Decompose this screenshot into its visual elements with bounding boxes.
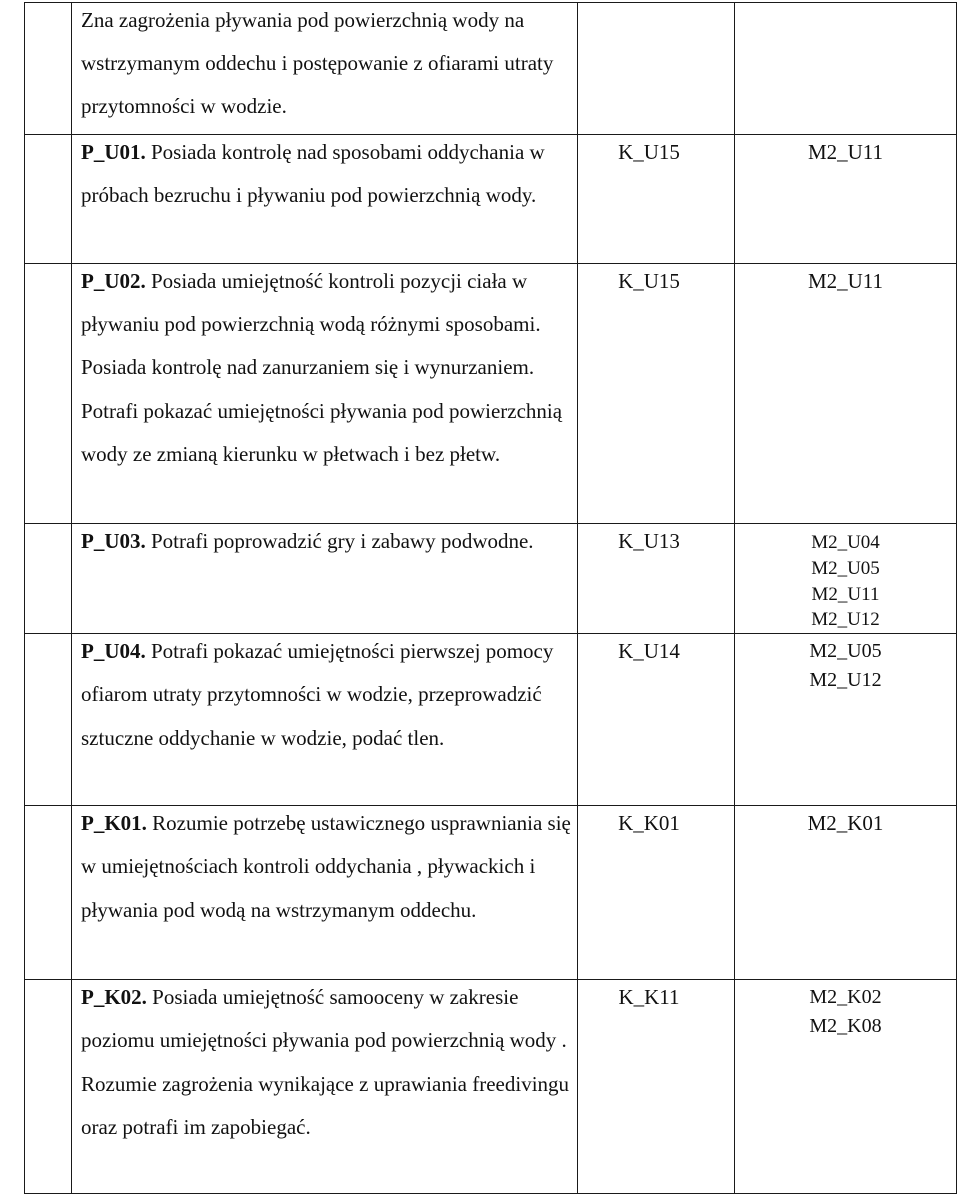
- empty-cell: [25, 980, 72, 1194]
- area-outcome: M2_K02: [809, 986, 882, 1009]
- direction-outcome-cell: [578, 264, 735, 524]
- outcome-code: P_K02.: [81, 985, 147, 1010]
- area-outcome-cell: [735, 980, 957, 1194]
- area-outcome-cell: [735, 264, 957, 524]
- area-outcome-cell: [735, 634, 957, 806]
- empty-cell: [25, 524, 72, 634]
- outcome-description-cell: [72, 3, 578, 135]
- direction-outcome: K_K01: [618, 811, 680, 836]
- outcome-text: Potrafi pokazać umiejętności pierwszej pomocy ofiarom utraty przytomności w wodzie, przeprowadzić sztuczne oddychanie w wodzie, podać tlen.: [81, 639, 554, 750]
- direction-outcome-cell: [578, 806, 735, 980]
- direction-outcome: K_U14: [618, 639, 680, 664]
- area-outcome: M2_U11: [811, 583, 880, 605]
- direction-outcome: K_U13: [618, 529, 680, 553]
- outcome-description-cell: [72, 634, 578, 806]
- outcome-text: Posiada umiejętność kontroli pozycji ciała w pływaniu pod powierzchnią wodą różnymi sposobami. Posiada kontrolę nad zanurzaniem się i wynurzaniem. Potrafi pokazać umiejętności pływania pod powierzchnią wody ze zmianą kierunku w płetwach i bez płetw.: [81, 269, 563, 466]
- table-row: [25, 806, 957, 980]
- outcome-code: P_K01.: [81, 811, 147, 836]
- direction-outcome: K_K11: [618, 985, 680, 1010]
- area-outcome: M2_U11: [807, 140, 884, 164]
- outcome-description-cell: [72, 524, 578, 634]
- area-outcome: M2_U05: [811, 557, 880, 579]
- area-outcome-cell: [735, 806, 957, 980]
- area-outcome: M2_U04: [811, 532, 880, 553]
- direction-outcome-cell: [578, 634, 735, 806]
- outcome-code: P_U04.: [81, 639, 146, 664]
- empty-cell: [25, 3, 72, 135]
- outcome-description-cell: [72, 264, 578, 524]
- outcome-code: P_U01.: [81, 140, 146, 164]
- outcome-text: Posiada umiejętność samooceny w zakresie poziomu umiejętności pływania pod powierzchnią wody . Rozumie zagrożenia wynikające z uprawiania freedivingu oraz potrafi im zapobiegać.: [81, 985, 570, 1139]
- empty-cell: [25, 264, 72, 524]
- outcome-text: Posiada kontrolę nad sposobami oddychania w próbach bezruchu i pływaniu pod powierzchnią wody.: [81, 140, 545, 208]
- direction-outcome-cell: [578, 135, 735, 264]
- area-outcome: M2_U11: [807, 269, 884, 293]
- area-outcome-cell: [735, 3, 957, 135]
- outcome-description-cell: [72, 135, 578, 264]
- area-outcome: M2_K01: [807, 811, 884, 836]
- direction-outcome: K_U15: [618, 269, 680, 293]
- direction-outcome-cell: [578, 524, 735, 634]
- area-outcome: M2_K08: [809, 1015, 882, 1038]
- direction-outcome: K_U15: [618, 140, 680, 164]
- direction-outcome-cell: [578, 3, 735, 135]
- area-outcome: M2_U12: [809, 669, 882, 692]
- outcome-code: P_U03.: [81, 529, 146, 553]
- empty-cell: [25, 634, 72, 806]
- table-row: [25, 264, 957, 524]
- outcome-text: Zna zagrożenia pływania pod powierzchnią wody na wstrzymanym oddechu i postępowanie z ofiarami utraty przytomności w wodzie.: [81, 8, 554, 119]
- area-outcome: M2_U05: [809, 640, 882, 663]
- learning-outcomes-table: [24, 2, 957, 1194]
- outcome-code: P_U02.: [81, 269, 146, 293]
- outcome-description-cell: [72, 806, 578, 980]
- outcome-text: Potrafi poprowadzić gry i zabawy podwodne.: [151, 529, 534, 553]
- outcome-text: Rozumie potrzebę ustawicznego usprawniania się w umiejętnościach kontroli oddychania , pływackich i pływania pod wodą na wstrzymanym oddechu.: [81, 811, 571, 922]
- table-row: [25, 3, 957, 135]
- outcome-description-cell: [72, 980, 578, 1194]
- table-row: [25, 524, 957, 634]
- area-outcome-cell: [735, 524, 957, 634]
- empty-cell: [25, 135, 72, 264]
- area-outcome: M2_U12: [811, 609, 880, 631]
- area-outcome-cell: [735, 135, 957, 264]
- table-row: [25, 980, 957, 1194]
- direction-outcome-cell: [578, 980, 735, 1194]
- table-row: [25, 135, 957, 264]
- table-row: [25, 634, 957, 806]
- empty-cell: [25, 806, 72, 980]
